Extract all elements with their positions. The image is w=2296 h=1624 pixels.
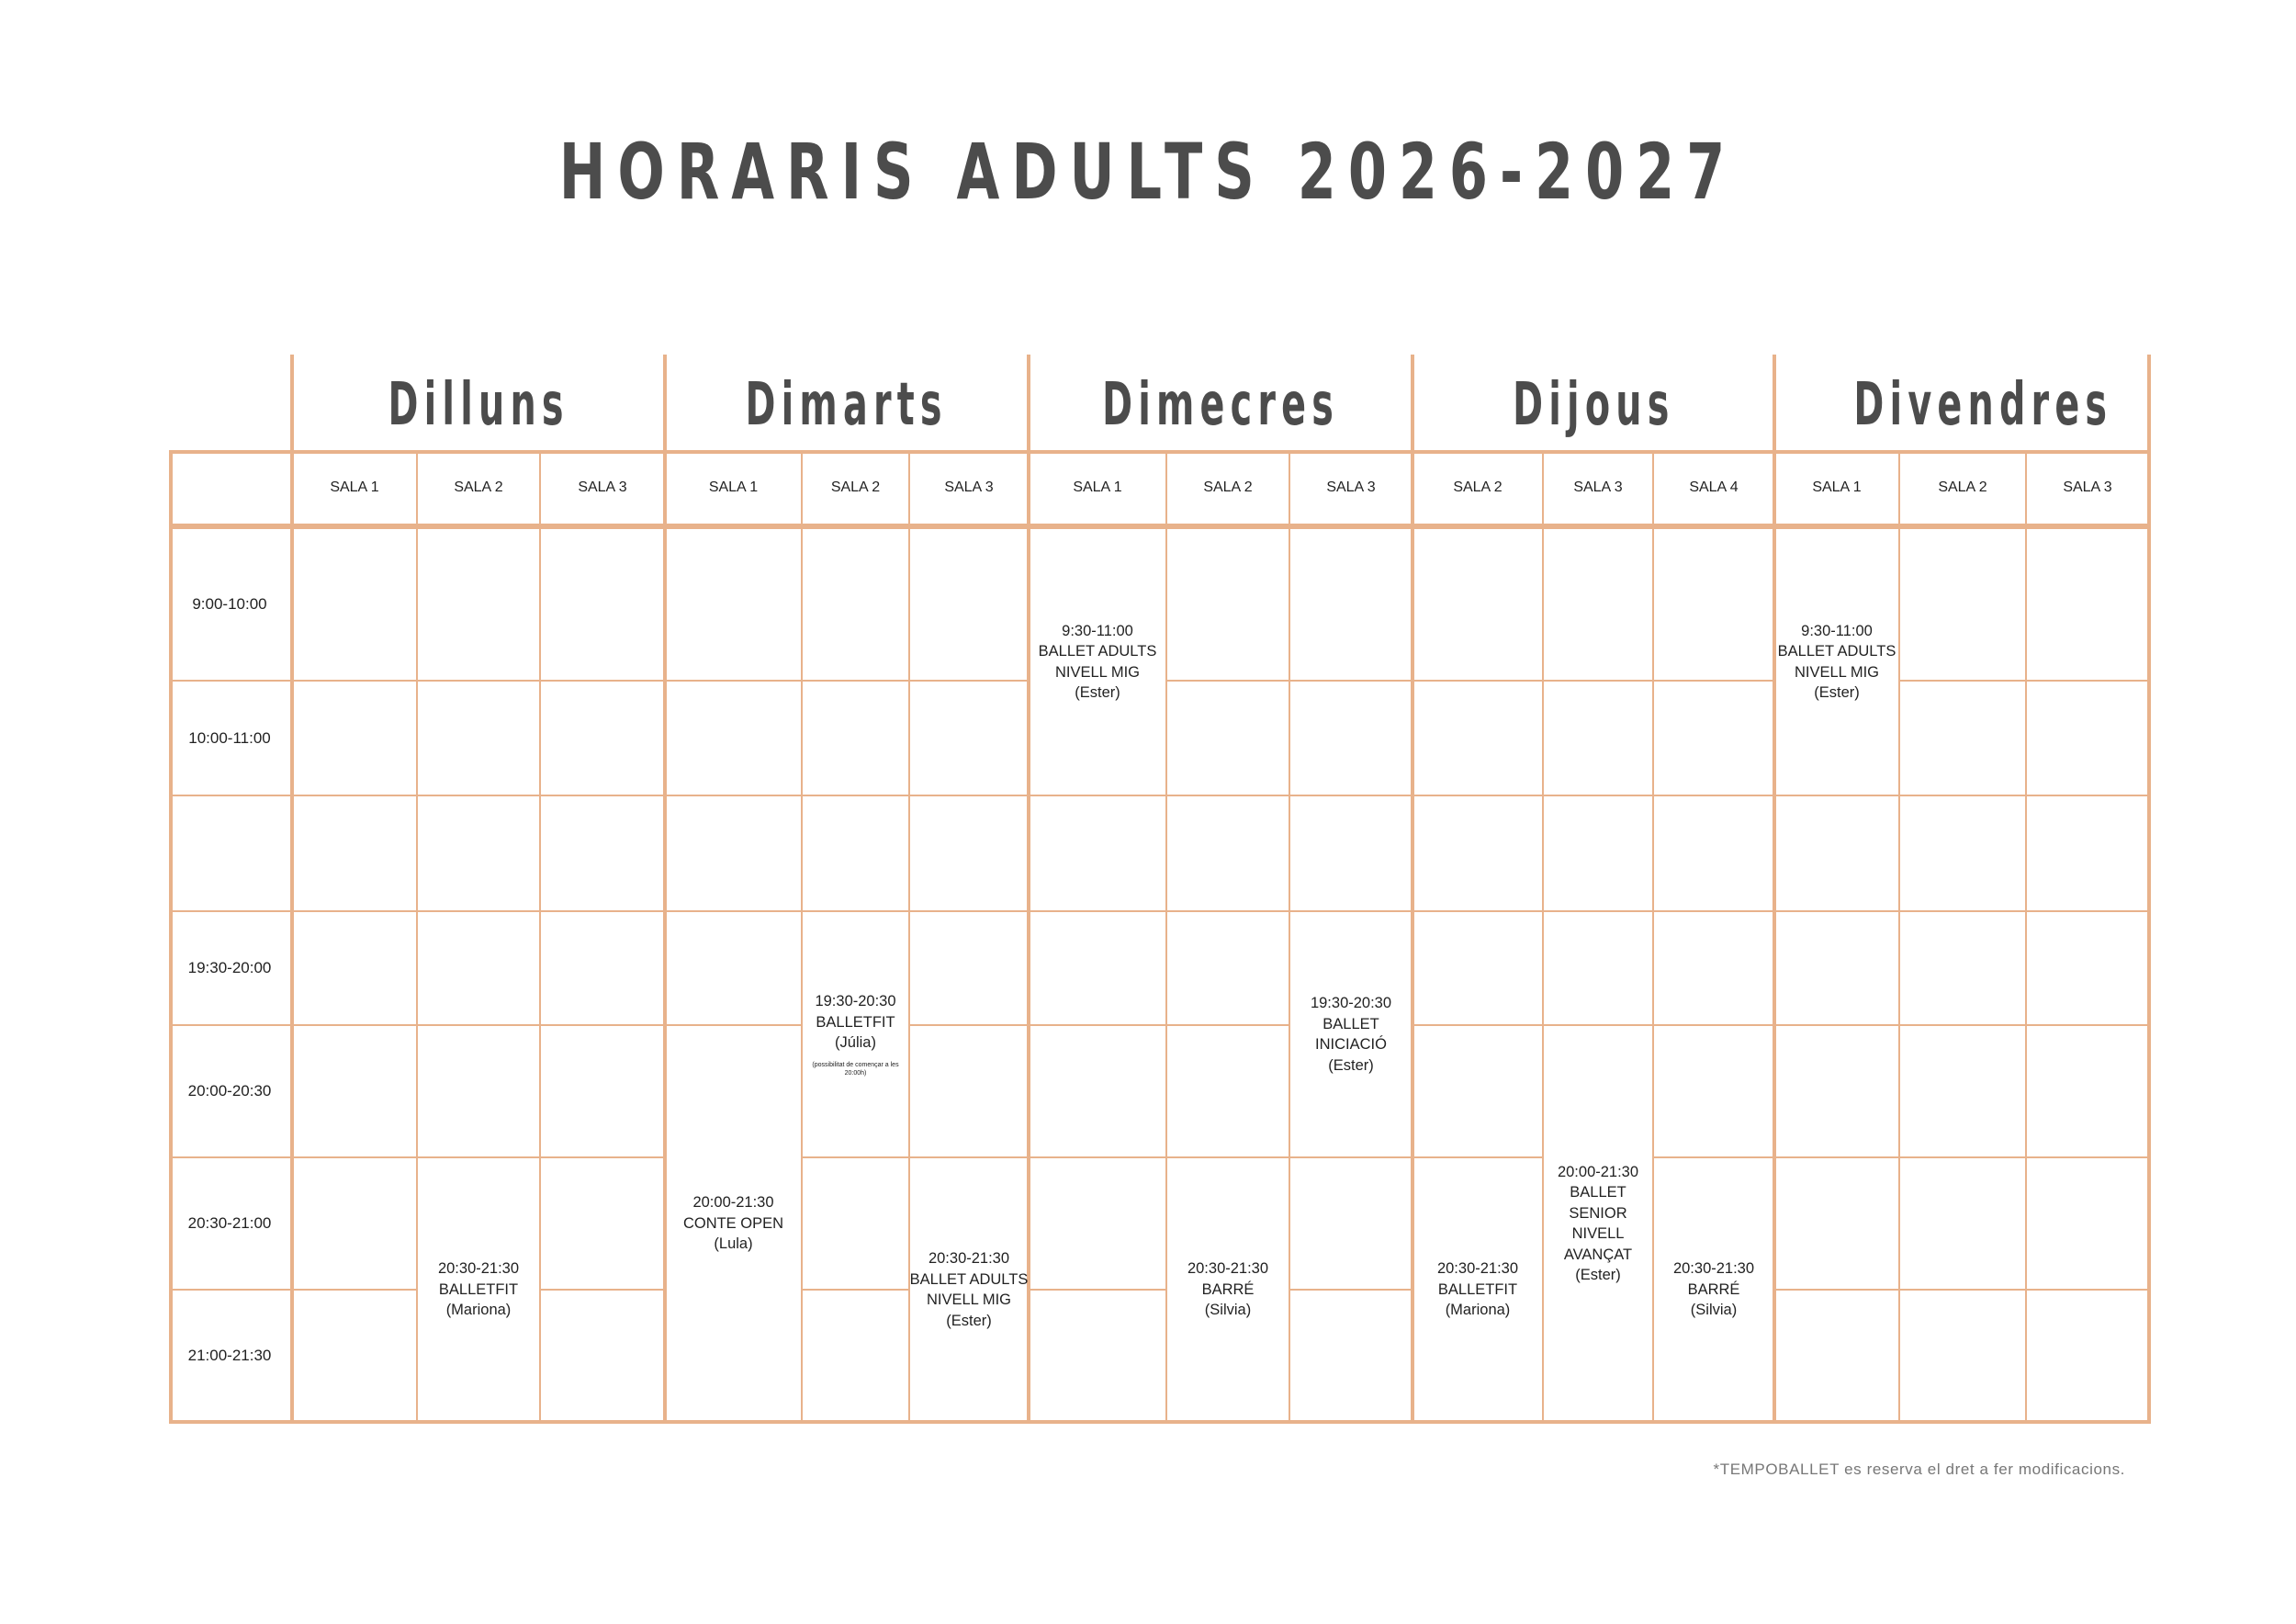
row-divider [417,680,540,682]
room-header: SALA 2 [454,479,503,495]
row-divider [1412,795,1543,796]
row-divider [1653,680,1774,682]
class-line: 20:30-21:30 [1672,1260,1755,1278]
row-divider [2026,795,2149,796]
row-divider [1653,1024,1774,1026]
row-divider [171,795,292,796]
row-divider [665,795,802,796]
class-block [1166,1157,1289,1422]
class-line: (Mariona) [1445,1302,1511,1319]
room-header: SALA 2 [830,479,881,495]
class-block [417,1157,540,1422]
class-line: BALLETFIT [816,1013,895,1031]
class-note: (possibilitat de començar a les 20:00h) [812,1061,899,1077]
row-divider [1899,1289,2026,1291]
row-divider [292,1024,417,1026]
room-header: SALA 3 [1326,479,1376,495]
class-line: 20:30-21:30 [437,1260,520,1278]
room-header: SALA 1 [1812,479,1862,495]
row-divider [665,910,802,912]
class-line: BALLETFIT [438,1280,519,1298]
class-line: 19:30-20:30 [815,993,896,1010]
class-line: (Silvia) [1204,1302,1252,1319]
class-line: (Júlia) [835,1034,876,1052]
class-line: 9:30-11:00 [1062,622,1133,639]
row-divider [1899,1156,2026,1158]
row-divider [540,1024,665,1026]
room-header: SALA 1 [708,479,759,495]
class-line: 20:00-21:30 [692,1194,774,1212]
row-divider [1653,795,1774,796]
room-divider [2025,452,2027,1422]
class-block [1412,1157,1543,1422]
time-slot-label: 19:30-20:00 [187,959,272,976]
row-divider [1899,910,2026,912]
time-slot-label: 21:00-21:30 [187,1347,272,1364]
day-divider [2147,355,2151,1424]
row-divider [540,910,665,912]
time-slot-label: 9:00-10:00 [192,595,267,613]
row-divider [665,680,802,682]
class-line: (Ester) [1575,1267,1621,1283]
day-header-dilluns: Dilluns [388,371,569,439]
class-line: AVANÇAT [1563,1246,1633,1263]
row-divider [802,1289,909,1291]
row-divider [1653,910,1774,912]
row-divider [2026,910,2149,912]
row-divider [1899,1024,2026,1026]
class-line: CONTE OPEN [682,1214,784,1232]
room-header: SALA 3 [2063,479,2112,495]
row-divider [2026,1156,2149,1158]
room-header: SALA 1 [330,479,379,495]
row-divider [1899,795,2026,796]
row-divider [1289,795,1412,796]
row-divider [292,910,417,912]
row-divider [171,680,292,682]
row-divider [540,680,665,682]
row-divider [2026,1289,2149,1291]
room-header: SALA 2 [1453,479,1503,495]
class-line: BALLET ADULTS [909,1270,1029,1288]
time-slot-label: 20:00-20:30 [187,1082,272,1100]
day-header-divendres: Divendres [1853,371,2113,439]
row-divider [171,1024,292,1026]
row-divider [1166,680,1289,682]
class-line: NIVELL MIG [927,1291,1011,1308]
row-divider [1029,910,1166,912]
class-line: NIVELL MIG [1795,663,1879,681]
room-header: SALA 3 [944,479,994,495]
class-line: 20:30-21:30 [1436,1260,1519,1278]
row-divider [292,1289,417,1291]
class-line: 20:30-21:30 [1187,1260,1269,1278]
row-divider [1774,910,1899,912]
class-line: 20:30-21:30 [928,1250,1010,1267]
row-divider [1899,680,2026,682]
class-line: BALLETFIT [1437,1280,1518,1298]
day-header-dijous: Dijous [1512,371,1675,439]
header-top-border [171,450,2149,454]
row-divider [2026,1024,2149,1026]
class-line: 20:00-21:30 [1557,1163,1639,1180]
row-divider [2026,680,2149,682]
row-divider [417,1024,540,1026]
room-header: SALA 2 [1203,479,1253,495]
row-divider [1166,795,1289,796]
footnote: *TEMPOBALLET es reserva el dret a fer modificacions. [1713,1460,2125,1478]
row-divider [1412,680,1543,682]
class-line: (Ester) [946,1312,992,1329]
class-line: (Ester) [1075,684,1120,701]
class-block [909,1157,1029,1422]
row-divider [171,1156,292,1158]
class-block [1774,528,1899,795]
class-line: (Lula) [714,1235,753,1253]
row-divider [802,680,909,682]
room-header: SALA 2 [1938,479,1987,495]
class-line: SENIOR [1569,1204,1627,1222]
class-line: (Silvia) [1690,1302,1738,1319]
row-divider [171,1289,292,1291]
class-line: NIVELL [1571,1225,1625,1242]
row-divider [1289,1289,1412,1291]
row-divider [540,1289,665,1291]
row-divider [1543,910,1653,912]
row-divider [1774,1024,1899,1026]
row-divider [1166,1024,1289,1026]
row-divider [417,795,540,796]
day-divider [290,355,294,1424]
class-block [1653,1157,1774,1422]
class-block [665,1025,802,1422]
row-divider [909,680,1029,682]
class-block [1289,911,1412,1157]
row-divider [292,795,417,796]
class-line: BARRÉ [1687,1280,1740,1298]
row-divider [1774,1156,1899,1158]
row-divider [1029,1024,1166,1026]
class-block [802,911,909,1157]
row-divider [292,1156,417,1158]
table-left-edge [169,450,173,1424]
class-line: BALLET ADULTS [1777,643,1896,660]
day-header-dimecres: Dimecres [1101,371,1340,439]
row-divider [1029,1289,1166,1291]
day-header-dimarts: Dimarts [745,371,949,439]
room-header: SALA 3 [1573,479,1623,495]
row-divider [1289,680,1412,682]
class-line: NIVELL MIG [1055,663,1140,681]
room-header: SALA 1 [1073,479,1122,495]
row-divider [802,795,909,796]
room-header: SALA 3 [578,479,627,495]
row-divider [1543,795,1653,796]
class-line: 9:30-11:00 [1801,622,1873,639]
row-divider [540,795,665,796]
row-divider [909,1024,1029,1026]
class-block [1543,1025,1653,1422]
row-divider [909,795,1029,796]
class-line: 19:30-20:30 [1310,995,1392,1011]
class-line: INICIACIÓ [1315,1036,1387,1053]
row-divider [292,680,417,682]
row-divider [540,1156,665,1158]
class-line: (Mariona) [445,1302,512,1319]
row-divider [1029,1156,1166,1158]
class-line: (Ester) [1814,684,1860,701]
time-slot-label: 10:00-11:00 [188,728,271,747]
class-line: BALLET [1570,1184,1626,1201]
class-line: (Ester) [1328,1056,1374,1074]
row-divider [1412,1024,1543,1026]
row-divider [1774,1289,1899,1291]
time-slot-label: 20:30-21:00 [187,1214,272,1232]
row-divider [909,910,1029,912]
class-line: BARRÉ [1201,1280,1255,1298]
row-divider [171,910,292,912]
class-line: BALLET ADULTS [1038,643,1157,660]
row-divider [1543,680,1653,682]
class-line: BALLET [1322,1015,1379,1032]
row-divider [1412,910,1543,912]
class-block [1029,528,1166,795]
row-divider [1166,910,1289,912]
page-title: HORARIS ADULTS 2026-2027 [558,127,1738,217]
row-divider [417,910,540,912]
room-header: SALA 4 [1689,479,1739,495]
